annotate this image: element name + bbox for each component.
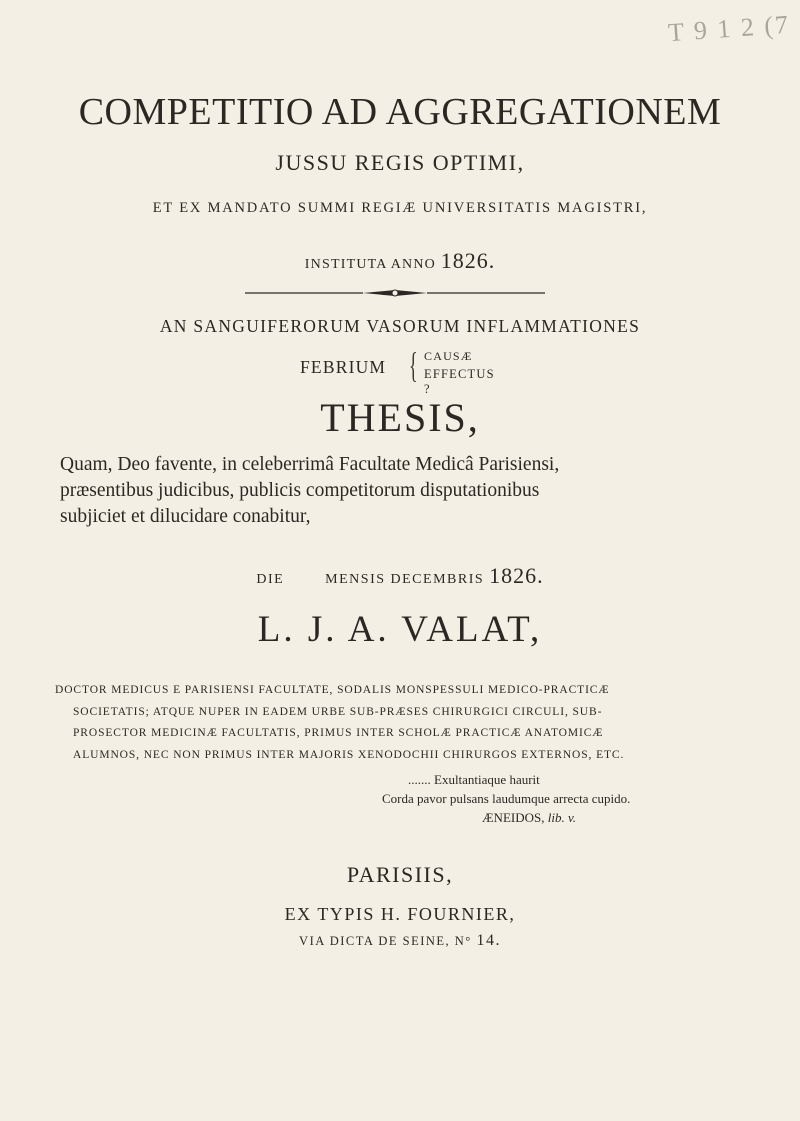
instituta-line: [0, 248, 800, 274]
mandate-line: ET EX MANDATO SUMMI REGIÆ UNIVERSITATIS MAGISTRI,: [152, 200, 648, 216]
imprint-address: [0, 932, 800, 950]
epigraph-quote: [382, 770, 782, 827]
effectus-option: EFFECTUS ?: [424, 367, 495, 396]
brace-glyph: {: [409, 345, 418, 385]
credentials-line-1: DOCTOR MEDICUS E PARISIENSI FACULTATE, SODALIS MONSPESSULI MEDICO-PRACTICÆ: [55, 684, 610, 696]
quote-source-line: [382, 808, 782, 827]
febrium-word: FEBRIUM: [300, 357, 387, 377]
quote-book: lib. v.: [547, 810, 577, 825]
date-line: [0, 563, 800, 589]
quote-line-2: Corda pavor pulsans laudumque arrecta cupido.: [382, 791, 631, 806]
date-year: 1826.: [489, 563, 544, 588]
body-paragraph: [60, 452, 760, 530]
date-die: DIE: [256, 572, 285, 587]
main-title: COMPETITIO AD AGGREGATIONEM: [78, 91, 722, 133]
quote-line-1: ....... Exultantiaque haurit: [408, 772, 540, 787]
thesis-heading: THESIS,: [320, 395, 480, 440]
imprint-street: VIA DICTA DE SEINE, N°: [299, 934, 472, 948]
ornamental-rule: [245, 285, 545, 301]
imprint-number: 14.: [476, 932, 501, 949]
credentials-line-4: ALUMNOS, NEC NON PRIMUS INTER MAJORIS XENODOCHII CHIRURGOS EXTERNOS, ETC.: [73, 748, 625, 761]
subtitle: JUSSU REGIS OPTIMI,: [275, 150, 525, 175]
library-shelf-mark: T 9 1 2 (7: [667, 9, 791, 48]
author-name: L. J. A. VALAT,: [257, 609, 543, 650]
credentials-line-3: PROSECTOR MEDICINÆ FACULTATIS, PRIMUS INTER SCHOLÆ PRACTICÆ ANATOMICÆ: [73, 727, 604, 739]
imprint-city: PARISIIS,: [346, 862, 454, 887]
body-line-3: subjiciet et dilucidare conabitur,: [60, 506, 311, 527]
date-mensis: MENSIS DECEMBRIS: [325, 572, 485, 587]
author-credentials: [55, 680, 763, 766]
quote-source: ÆNEIDOS,: [482, 810, 545, 825]
causae-option: CAUSÆ: [424, 349, 473, 363]
instituta-text: INSTITUTA ANNO: [304, 257, 436, 272]
instituta-year: 1826.: [440, 248, 496, 273]
imprint-printer: EX TYPIS H. FOURNIER,: [284, 904, 516, 924]
body-line-2: præsentibus judicibus, publicis competitorum disputationibus: [60, 480, 540, 501]
body-line-1: Quam, Deo favente, in celeberrimâ Facultate Medicâ Parisiensi,: [60, 454, 560, 475]
credentials-line-2: SOCIETATIS; ATQUE NUPER IN EADEM URBE SUB-PRÆSES CHIRURGICI CIRCULI, SUB-: [73, 705, 603, 718]
question-line: AN SANGUIFERORUM VASORUM INFLAMMATIONES: [159, 316, 641, 336]
